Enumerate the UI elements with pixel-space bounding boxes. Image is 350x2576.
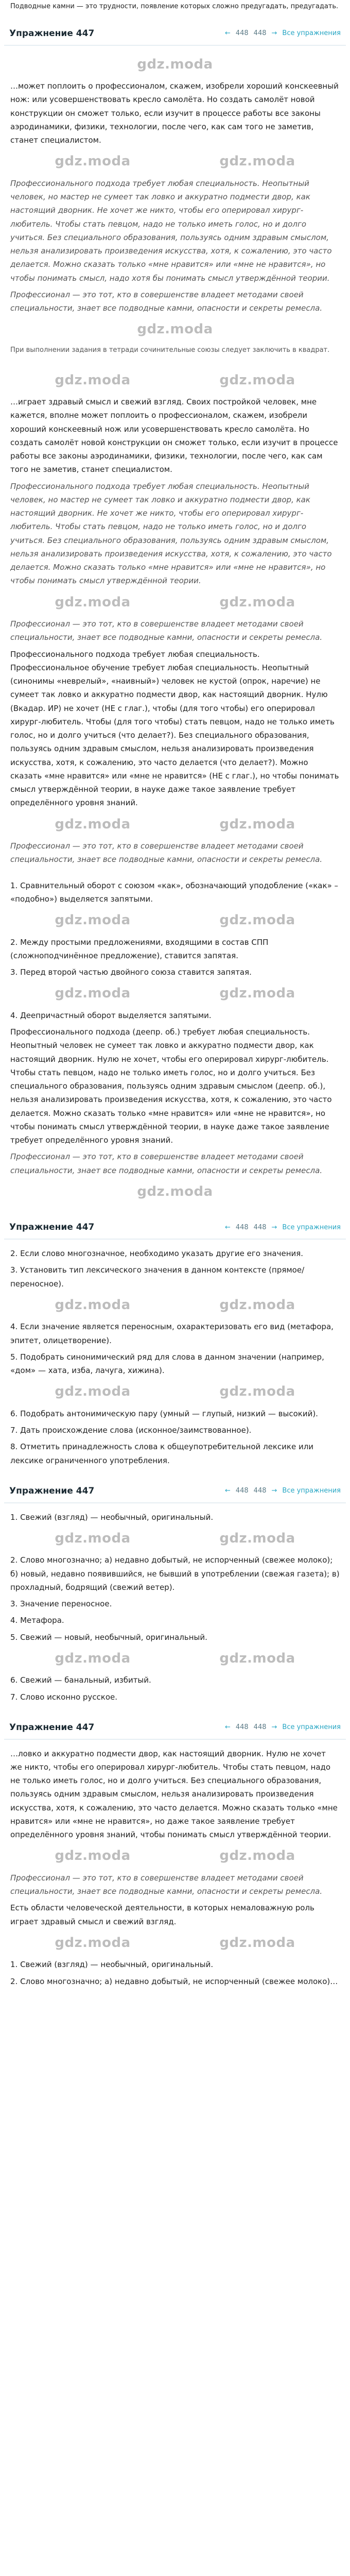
question-item: 8. Отметить принадлежность слова к общеупотребительной лексике или лексике ограниченного употребления.: [10, 1442, 314, 1465]
prev-arrow-icon[interactable]: ←: [224, 1223, 231, 1231]
watermark-row: [10, 150, 340, 174]
question-item: 2. Если слово многозначное, необходимо указать другие его значения.: [10, 1249, 304, 1258]
watermark: gdz.moda: [137, 1183, 213, 1199]
exercise-header-2: [4, 1217, 346, 1240]
watermark: gdz.moda: [219, 1384, 295, 1400]
answer-item: 7. Слово исконно русское.: [10, 1692, 118, 1702]
watermark-row: [10, 1844, 340, 1868]
paragraph: Профессионал — это тот, кто в совершенстве владеет методами своей специальности, знает все подводные камни, опасности и секреты ремесла.: [10, 1873, 323, 1896]
paragraph: Профессионал — это тот, кто в совершенстве владеет методами своей специальности, знает все подводные камни, опасности и секреты ремесла.: [10, 841, 323, 865]
next-number[interactable]: 448: [253, 1723, 267, 1732]
watermark: gdz.moda: [55, 154, 131, 170]
next-arrow-icon[interactable]: →: [271, 1223, 277, 1231]
section-title: Упражнение 447: [9, 1222, 95, 1233]
watermark-row: [10, 909, 340, 933]
watermark: gdz.moda: [219, 1848, 295, 1864]
prev-number[interactable]: 448: [235, 1487, 249, 1495]
paragraph: Есть области человеческой деятельности, в которых немаловажную роль играет здравый смысл и свежий взгляд.: [10, 1903, 314, 1926]
analysis-item: 1. Сравнительный оборот с союзом «как», обозначающий уподобление («как» – «подобно») выделяется запятыми.: [10, 880, 339, 904]
note: При выполнении задания в тетради сочинительные союзы следует заключить в квадрат.: [10, 346, 330, 354]
exercise-header-1: [4, 23, 346, 46]
watermark-row: [10, 813, 340, 837]
prev-arrow-icon[interactable]: ←: [224, 1723, 231, 1732]
question-item: 4. Если значение является переносным, охарактеризовать его вид (метафора, эпитет, олицетворение).: [10, 1322, 334, 1345]
all-exercises-link[interactable]: Все упражнения: [282, 1487, 341, 1495]
analysis-block: [7, 875, 343, 1212]
paragraph: Профессионал — это тот, кто в совершенстве владеет методами своей специальности, знает все подводные камни, опасности и секреты ремесла.: [10, 619, 323, 642]
analysis-item: 4. Деепричастный оборот выделяется запятыми.: [10, 1010, 212, 1020]
next-number[interactable]: 448: [253, 1487, 267, 1495]
all-exercises-link[interactable]: Все упражнения: [282, 1723, 341, 1732]
watermark-row: [10, 1931, 340, 1955]
prev-number[interactable]: 448: [235, 1723, 249, 1732]
answer-item: 5. Свежий — новый, необычный, оригинальный.: [10, 1632, 207, 1642]
watermark-row: [10, 1380, 340, 1404]
all-exercises-link[interactable]: Все упражнения: [282, 1223, 341, 1231]
answer-block-2: [7, 365, 343, 875]
section-title: Упражнение 447: [9, 28, 95, 39]
paragraph: Профессионального подхода требует любая специальность. Профессиональное обучение требует любая специальность. Неопытный (синонимы «неврелый», «наивный») человек не кустой (опрок, наречие) не сумеет так ловко и аккуратно подмести двор, как настоящий дворник. Нулю (Вкадар. ИР) не хочет (НЕ с глаг.), чтобы (для того чтобы) его оперировал хирург-любитель. Чтобы (для того чтобы) стать певцом, надо не только иметь голос, но и долго учиться (что делает?). Без специального образования, пользуясь одним здравым смыслом, нельзя анализировать произведения искусства, хотя, к сожалению, это часто делается (что делает?). Можно сказать «мне нравится» или «мне не нравится» (НЕ с глаг.), но чтобы понимать смысл утверждённой теории, в науке даже такое заявление требует определённого уровня знаний.: [10, 649, 339, 808]
watermark: gdz.moda: [55, 1384, 131, 1400]
watermark-row: [10, 591, 340, 615]
watermark: gdz.moda: [55, 1297, 131, 1313]
prev-arrow-icon[interactable]: ←: [224, 29, 231, 38]
paragraph: …ловко и аккуратно подмести двор, как настоящий дворник. Нулю не хочет же никто, чтобы его оперировал хирург-любитель. Чтобы стать певцом, надо не только иметь голос, но и долго учиться. Без специального образования, пользуясь одним здравым смыслом, нельзя анализировать произведения искусства, хотя, к сожалению, это часто делается. Можно сказать только «мне нравится» или «мне не нравится», но даже такое заявление требует определённого уровня знаний, чтобы понимать смысл утверждённой теории.: [10, 1749, 338, 1839]
analysis-item: 3. Перед второй частью двойного союза ставится запятая.: [10, 968, 252, 977]
paragraph: Профессионального подхода требует любая специальность. Неопытный человек, но мастер не сумеет так ловко и аккуратно подмести двор, как настоящий дворник. Не хочет же никто, чтобы его оперировал хирург-любитель. Чтобы стать певцом, надо не только иметь голос, но и долго учиться. Без специального образования, пользуясь одним здравым смыслом, нельзя анализировать произведения искусства, хотя, к сожалению, это часто делается. Можно сказать только «мне нравится» или «мне не нравится», но чтобы понимать смысл, надо хотя бы понимать смысл утверждённой теории.: [10, 178, 332, 283]
watermark: gdz.moda: [55, 912, 131, 928]
watermark-row: [10, 1647, 340, 1671]
watermark-row: [10, 1294, 340, 1317]
watermark: gdz.moda: [219, 594, 295, 610]
watermark: gdz.moda: [219, 912, 295, 928]
prev-number[interactable]: 448: [235, 1223, 249, 1231]
answer-block-1: [7, 49, 343, 365]
analysis-item: Профессионал — это тот, кто в совершенстве владеет методами своей специальности, знает все подводные камни, опасности и секреты ремесла.: [10, 1152, 323, 1175]
watermark-row: [10, 318, 340, 342]
question-item: 6. Подобрать антонимическую пару (умный — глупый, низкий — высокий).: [10, 1409, 318, 1418]
answer-item: 1. Свежий (взгляд) — необычный, оригинальный.: [10, 1512, 214, 1522]
answer-item: 6. Свежий — банальный, избитый.: [10, 1675, 151, 1685]
question-item: 5. Подобрать синонимический ряд для слова в данном значении (например, «дом» — хата, изба, лачуга, хижина).: [10, 1352, 324, 1375]
watermark: gdz.moda: [219, 1935, 295, 1951]
question-item: 3. Установить тип лексического значения в данном контексте (прямое/переносное).: [10, 1265, 305, 1289]
watermark-row: [10, 1527, 340, 1551]
exercise-header-4: [4, 1717, 346, 1740]
answer-item: 3. Значение переносное.: [10, 1599, 112, 1608]
prev-number[interactable]: 448: [235, 29, 249, 38]
watermark: gdz.moda: [55, 1935, 131, 1951]
watermark: gdz.moda: [219, 1297, 295, 1313]
pager: [225, 28, 341, 40]
watermark: gdz.moda: [219, 372, 295, 388]
watermark-row: [10, 1180, 340, 1204]
watermark: gdz.moda: [137, 321, 213, 337]
analysis-item: Профессионального подхода (деепр. об.) требует любая специальность. Неопытный человек не сумеет так ловко и аккуратно подмести двор, как настоящий дворник. Нулю не хочет, чтобы его оперировал хирург-любитель. Чтобы стать певцом, надо не только иметь голос, но и долго учиться. Без специального образования, пользуясь одним здравым смыслом (деепр. об.), нельзя анализировать произведения искусства, хотя, к сожалению, это часто делается. Можно сказать только «мне нравится» или «мне не нравится», но чтобы понимать смысл утверждённой теории, в науке даже такое заявление требует определённого уровня знаний.: [10, 1027, 332, 1145]
watermark-row: [10, 982, 340, 1006]
paragraph: …играет здравый смысл и свежий взгляд. Своих постройкой человек, мне кажется, вполне может поплоить о профессионалом, скажем, изобрели хороший конскеевный нож или усовершенствовать кресло самолёта. Но создать самолёт новой конструкции он сможет только, если изучит в процессе работы все законы аэродинамики, физики, технологии, после чего, как сам того не заметив, станет специалистом.: [10, 397, 338, 474]
all-exercises-link[interactable]: Все упражнения: [282, 29, 341, 38]
pager: [225, 1222, 341, 1234]
watermark: gdz.moda: [55, 1848, 131, 1864]
answer-item: 2. Слово многозначно; а) недавно добытый, не испорченный (свежее молоко); б) новый, недавно появившийся, не бывший в употреблении (свежая газета); в) прохладный, бодрящий (свежий ветер).: [10, 1555, 340, 1592]
answers-block: [7, 1506, 343, 1712]
paragraph: …может поплоить о профессионалом, скажем, изобрели хороший конскеевный нож: или усовершенствовать кресло самолёта. Но создать самолёт новой конструкции он сможет только, если изучит в процессе работы все законы аэродинамики, физики, технологии, после чего, как сам того не заметив, станет специалистом.: [10, 81, 339, 145]
pager: [225, 1722, 341, 1734]
watermark: gdz.moda: [219, 986, 295, 1002]
answer-item: 4. Метафора.: [10, 1616, 64, 1625]
intro-text: Подводные камни — это трудности, появление которых сложно предугадать, предугадать.: [10, 3, 339, 10]
next-arrow-icon[interactable]: →: [271, 1487, 277, 1495]
watermark: gdz.moda: [55, 816, 131, 832]
watermark-row: [10, 53, 340, 77]
watermark: gdz.moda: [55, 372, 131, 388]
paragraph: Профессионального подхода требует любая специальность. Неопытный человек, но мастер не сумеет так ловко и аккуратно подмести двор, как настоящий дворник. Не хочет же никто, чтобы его оперировал хирург-любитель. Чтобы стать певцом, надо не только иметь голос, но и долго учиться. Без специального образования, пользуясь одним здравым смыслом, нельзя анализировать произведения искусства, хотя, к сожалению, это часто делается. Можно сказать только «мне нравится» или «мне не нравится», но чтобы понимать смысл утверждённой теории.: [10, 481, 332, 586]
answer-block-3: [7, 1743, 343, 1996]
exercise-header-3: [4, 1481, 346, 1503]
watermark: gdz.moda: [219, 1650, 295, 1666]
watermark: gdz.moda: [219, 1530, 295, 1546]
watermark: gdz.moda: [137, 56, 213, 72]
section-title: Упражнение 447: [9, 1485, 95, 1496]
next-number[interactable]: 448: [253, 29, 267, 38]
watermark: gdz.moda: [55, 1650, 131, 1666]
next-arrow-icon[interactable]: →: [271, 1723, 277, 1732]
next-number[interactable]: 448: [253, 1223, 267, 1231]
watermark: gdz.moda: [55, 1530, 131, 1546]
watermark-row: [10, 369, 340, 393]
question-item: 7. Дать происхождение слова (исконное/заимствованное).: [10, 1426, 252, 1435]
paragraph: Профессионал — это тот, кто в совершенстве владеет методами своей специальности, знает все подводные камни, опасности и секреты ремесла.: [10, 290, 323, 313]
watermark: gdz.moda: [219, 816, 295, 832]
prev-arrow-icon[interactable]: ←: [224, 1487, 231, 1495]
answer-item: 1. Свежий (взгляд) — необычный, оригинальный.: [10, 1960, 214, 1970]
answer-item: 2. Слово многозначно; а) недавно добытый, не испорченный (свежее молоко)…: [10, 1976, 338, 1986]
watermark: gdz.moda: [55, 986, 131, 1002]
questions-block: [7, 1243, 343, 1476]
analysis-item: 2. Между простыми предложениями, входящими в состав СПП (сложноподчинённое предложение), ставится запятая.: [10, 937, 269, 960]
section-title: Упражнение 447: [9, 1722, 95, 1733]
watermark: gdz.moda: [55, 594, 131, 610]
pager: [225, 1485, 341, 1497]
watermark: gdz.moda: [219, 154, 295, 170]
next-arrow-icon[interactable]: →: [271, 29, 277, 38]
